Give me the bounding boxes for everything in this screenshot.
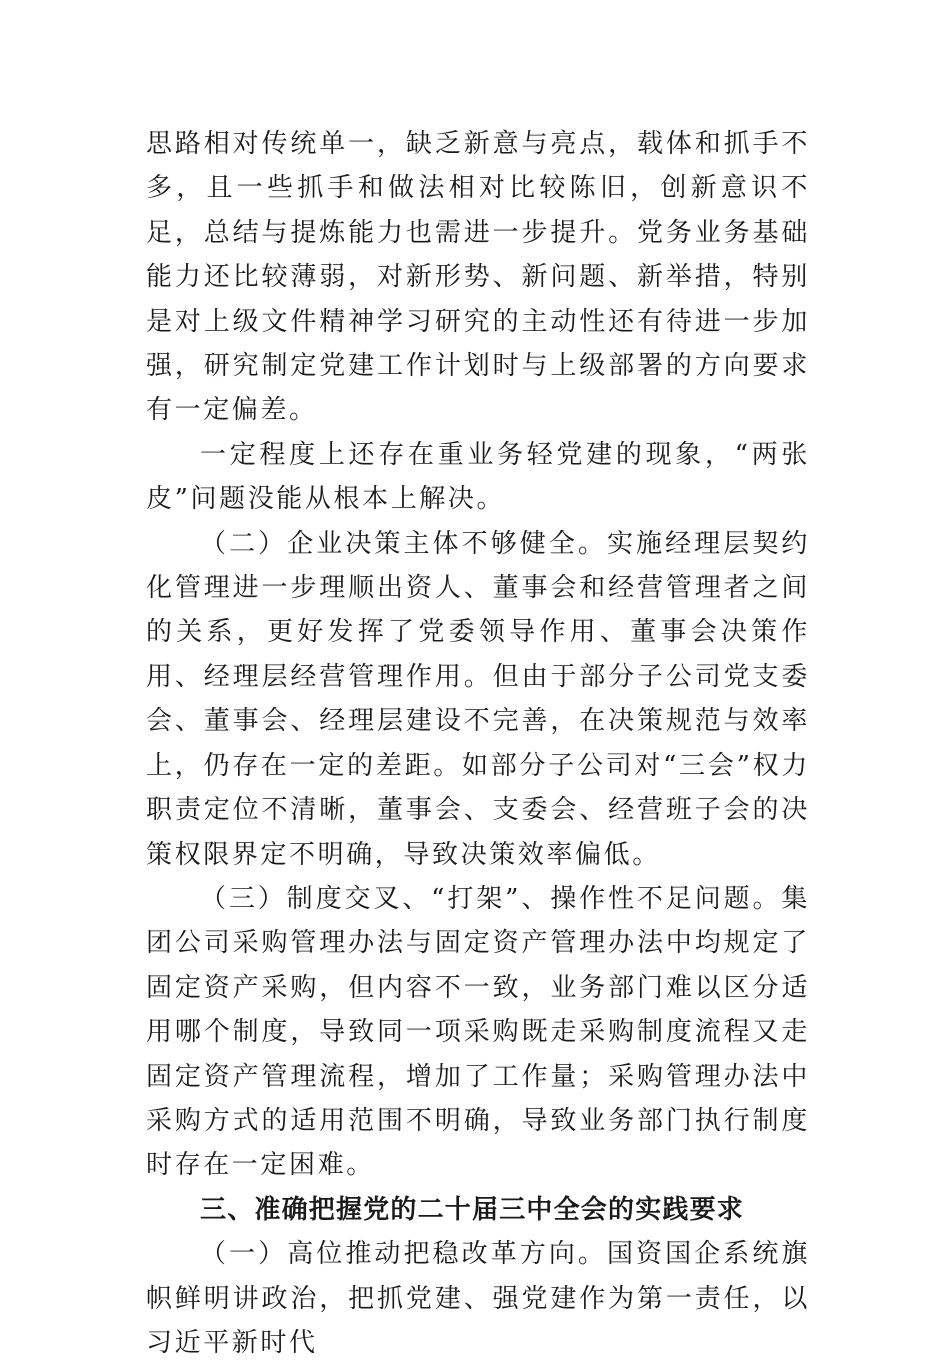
paragraph-decision-making-subject: （二）企业决策主体不够健全。实施经理层契约化管理进一步理顺出资人、董事会和经营管理者之间的关系，更好发挥了党委领导作用、董事会决策作用、经理层经营管理作用。但由于部分子公司党支委会、董事会、经理层建设不完善，在决策规范与效率上，仍存在一定的差距。如部分子公司对“三会”权力职责定位不清晰，董事会、支委会、经营班子会的决策权限界定不明确，导致决策效率偏低。 [146, 528, 810, 870]
section-heading: 三、准确把握党的二十届三中全会的实践要求 [200, 1194, 745, 1225]
paragraph-system-conflicts: （三）制度交叉、“打架”、操作性不足问题。集团公司采购管理办法与固定资产管理办法中均规定了固定资产采购，但内容不一致，业务部门难以区分适用哪个制度，导致同一项采购既走采购制度流程又走固定资产管理流程，增加了工作量；采购管理办法中采购方式的适用范围不明确，导致业务部门执行制度时存在一定困难。 [146, 883, 810, 1181]
document-body [146, 122, 810, 1365]
paragraph-two-skins-problem: 一定程度上还存在重业务轻党建的现象，“两张皮”问题没能从根本上解决。 [146, 439, 810, 515]
paragraph-reform-direction: （一）高位推动把稳改革方向。国资国企系统旗帜鲜明讲政治，把抓党建、强党建作为第一责任，以习近平新时代 [146, 1239, 810, 1358]
paragraph-party-building-issues: 思路相对传统单一，缺乏新意与亮点，载体和抓手不多，且一些抓手和做法相对比较陈旧，创新意识不足，总结与提炼能力也需进一步提升。党务业务基础能力还比较薄弱，对新形势、新问题、新举措，特别是对上级文件精神学习研究的主动性还有待进一步加强，研究制定党建工作计划时与上级部署的方向要求有一定偏差。 [146, 129, 810, 426]
